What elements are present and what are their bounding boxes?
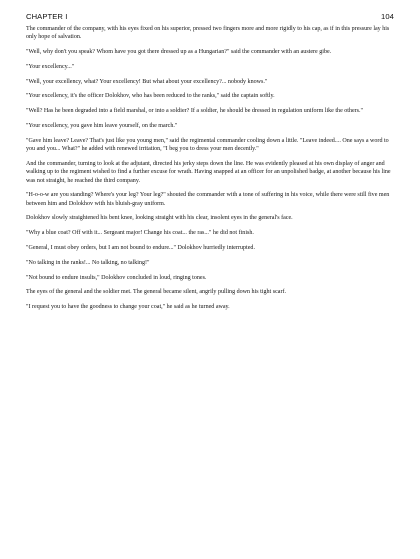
paragraph: "Your excellency, it's the officer Dolokhov, who has been reduced to the ranks," said the captain softly. bbox=[26, 93, 275, 100]
paragraph: "I request you to have the goodness to change your coat," he said as he turned away. bbox=[26, 304, 230, 311]
paragraph: And the commander, turning to look at the adjutant, directed his jerky steps down the line. He was evidently pleased at his own display of anger and walking up to the regiment wished to find a further excuse for wrath. Having snapped at an officer for an unpolished badge, at another because his line was not straight, he reached the third company. bbox=[26, 160, 391, 184]
page-number: 104 bbox=[381, 12, 394, 21]
paragraph: "No talking in the ranks!... No talking, no talking!" bbox=[26, 259, 150, 266]
paragraph: "Your excellency, you gave him leave yourself, on the march." bbox=[26, 123, 178, 130]
paragraph: Dolokhov slowly straightened his bent knee, looking straight with his clear, insolent eyes in the general's face. bbox=[26, 215, 293, 222]
chapter-title: CHAPTER I bbox=[26, 12, 68, 21]
paragraph: "Not bound to endure insults," Dolokhov concluded in loud, ringing tones. bbox=[26, 274, 207, 281]
paragraph: "Gave him leave? Leave? That's just like you young men," said the regimental commander cooling down a little. "Leave indeed.... One says a word to you and you... What?" he added with renewed irritation, "I beg you to dress your men decently." bbox=[26, 137, 389, 153]
paragraph: "General, I must obey orders, but I am not bound to endure..." Dolokhov hurriedly interrupted. bbox=[26, 245, 255, 252]
page-body bbox=[26, 25, 396, 318]
paragraph: "Well? Has he been degraded into a field marshal, or into a soldier? If a soldier, he should be dressed in regulation uniform like the others." bbox=[26, 108, 364, 115]
running-header bbox=[26, 12, 394, 21]
paragraph: "H-o-o-w are you standing? Where's your leg? Your leg?" shouted the commander with a tone of suffering in his voice, while there were still five men between him and Dolokhov with his bluish-gray uniform. bbox=[26, 192, 390, 207]
paragraph: "Well, why don't you speak? Whom have you got there dressed up as a Hungarian?" said the commander with an austere gibe. bbox=[26, 49, 332, 56]
paragraph: "Why a blue coat? Off with it... Sergeant major! Change his coat... the ras..." he did not finish. bbox=[26, 230, 254, 237]
paragraph: The eyes of the general and the soldier met. The general became silent, angrily pulling down his tight scarf. bbox=[26, 289, 286, 296]
paragraph: "Well, your excellency, what? Your excellency! But what about your excellency?... nobody knows." bbox=[26, 78, 268, 85]
paragraph: The commander of the company, with his eyes fixed on his superior, pressed two fingers more and more rigidly to his cap, as if in this pressure lay his only hope of salvation. bbox=[26, 26, 390, 41]
paragraph: "Your excellency..." bbox=[26, 63, 75, 70]
